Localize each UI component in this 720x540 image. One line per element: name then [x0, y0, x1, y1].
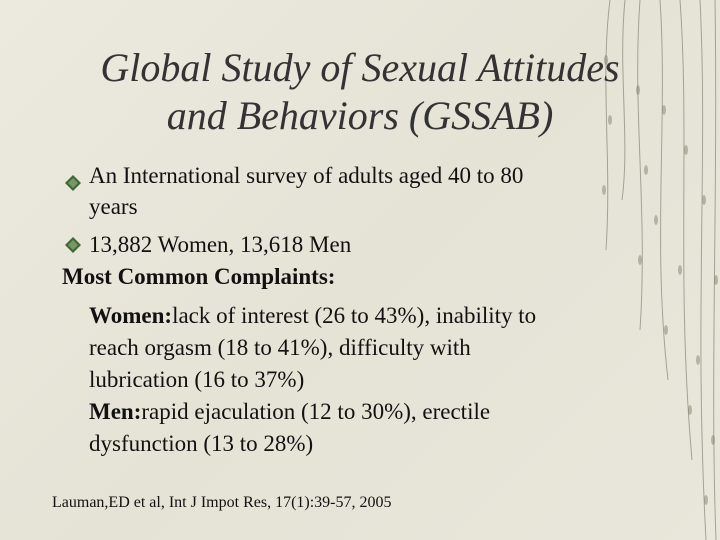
- women-label: Women:: [89, 303, 173, 328]
- bullet-survey-line-1: An International survey of adults aged 40 to 80: [89, 163, 524, 188]
- bullet-survey-line-2: years: [89, 194, 138, 219]
- women-text-1: lack of interest (26 to 43%), inability to: [172, 303, 537, 328]
- slide-title: [60, 44, 660, 140]
- citation: Lauman,ED et al, Int J Impot Res, 17(1):39-57, 2005: [52, 494, 392, 511]
- diamond-bullet-icon: [64, 236, 82, 254]
- title-line-2: and Behaviors (GSSAB): [166, 93, 554, 138]
- women-line-2: reach orgasm (18 to 41%), difficulty with: [89, 335, 471, 360]
- women-line-3: lubrication (16 to 37%): [89, 367, 305, 392]
- complaints-heading: Most Common Complaints:: [62, 264, 336, 289]
- bullet-participants: 13,882 Women, 13,618 Men: [89, 232, 352, 257]
- men-line-1: [89, 396, 490, 427]
- men-label: Men:: [89, 399, 142, 424]
- diamond-bullet-icon: [64, 174, 82, 192]
- men-text-1: rapid ejaculation (12 to 30%), erectile: [141, 399, 491, 424]
- women-line-1: [89, 300, 536, 331]
- men-line-2: dysfunction (13 to 28%): [89, 431, 314, 456]
- title-line-1: Global Study of Sexual Attitudes: [100, 45, 620, 90]
